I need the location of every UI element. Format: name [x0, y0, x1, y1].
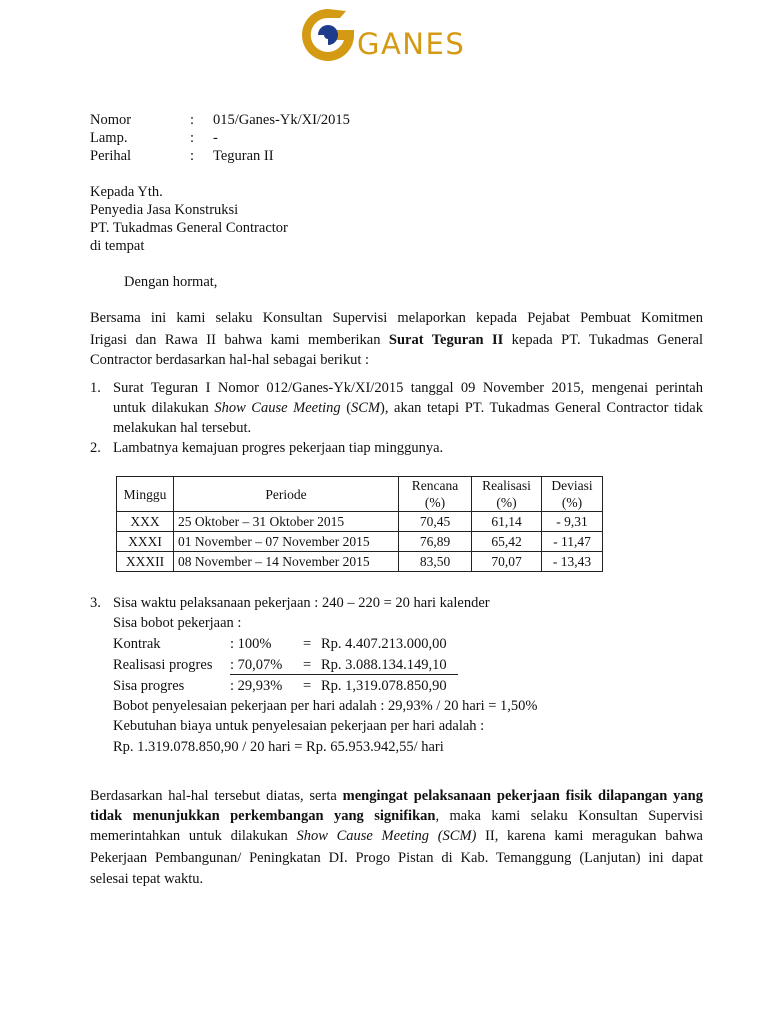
header-unit: (%) — [561, 495, 583, 510]
intro-text: kepada PT. Tukadmas General — [503, 332, 703, 348]
cell-realisasi: 70,07 — [472, 552, 542, 572]
closing-text: , maka kami selaku Konsultan Supervisi — [435, 808, 703, 824]
list-item-line: Sisa waktu pelaksanaan pekerjaan : 240 – 220 = 20 hari kalender — [113, 595, 490, 611]
list-text: untuk dilakukan — [113, 400, 215, 416]
list-number: 2. — [90, 440, 101, 456]
calc-percent: : 70,07% — [230, 657, 283, 673]
intro-bold-text: Surat Teguran II — [388, 332, 504, 348]
header-separator: : — [190, 130, 195, 146]
calc-equals: = — [303, 657, 312, 673]
intro-line: Contractor berdasarkan hal-hal sebagai berikut : — [90, 352, 370, 368]
calc-percent: : 29,93% — [230, 678, 283, 694]
closing-text: Berdasarkan hal-hal tersebut diatas, serta — [90, 788, 343, 804]
list-italic-text: SCM — [351, 400, 381, 416]
header-label-perihal: Perihal — [90, 148, 132, 164]
list-number: 1. — [90, 380, 101, 396]
calc-amount: Rp. 1,319.078.850,90 — [321, 678, 447, 694]
calc-equals: = — [303, 678, 312, 694]
recipient-line: di tempat — [90, 238, 145, 254]
closing-line: selesai tepat waktu. — [90, 871, 204, 887]
cell-periode: 01 November – 07 November 2015 — [174, 532, 399, 552]
recipient-line: Kepada Yth. — [90, 184, 163, 200]
kebutuhan-line: Kebutuhan biaya untuk penyelesaian pekerjaan per hari adalah : — [113, 718, 485, 734]
cell-minggu: XXX — [117, 512, 174, 532]
calc-label: Kontrak — [113, 636, 161, 652]
table-header-row — [117, 477, 603, 512]
cell-rencana: 76,89 — [399, 532, 472, 552]
header-separator: : — [190, 148, 195, 164]
column-header-minggu: Minggu — [117, 477, 174, 512]
cell-realisasi: 61,14 — [472, 512, 542, 532]
column-header-realisasi — [472, 477, 542, 512]
closing-line — [90, 806, 703, 826]
header-text: Deviasi — [551, 478, 593, 493]
list-item-line: melakukan hal tersebut. — [113, 420, 252, 436]
header-value-perihal: Teguran II — [213, 148, 274, 164]
company-logo-text: GANES — [357, 27, 466, 61]
column-header-rencana — [399, 477, 472, 512]
ganes-logo-mark — [296, 5, 360, 65]
cell-periode: 08 November – 14 November 2015 — [174, 552, 399, 572]
header-label-lamp: Lamp. — [90, 130, 128, 146]
header-label-nomor: Nomor — [90, 112, 132, 128]
calc-label: Realisasi progres — [113, 657, 213, 673]
header-separator: : — [190, 112, 195, 128]
closing-line — [90, 826, 703, 846]
cell-periode: 25 Oktober – 31 Oktober 2015 — [174, 512, 399, 532]
header-text: Rencana — [411, 478, 459, 493]
calc-sum-line — [230, 674, 458, 675]
list-item-line: Sisa bobot pekerjaan : — [113, 615, 242, 631]
intro-line — [90, 330, 703, 350]
calc-equals: = — [303, 636, 312, 652]
calc-label: Sisa progres — [113, 678, 185, 694]
table-row — [117, 512, 603, 532]
header-value-lamp: - — [213, 130, 218, 146]
list-item-line: Surat Teguran I Nomor 012/Ganes-Yk/XI/2015 tanggal 09 November 2015, mengenai perintah — [113, 380, 703, 396]
closing-line — [90, 786, 703, 806]
calc-percent: : 100% — [230, 636, 272, 652]
list-item-line: Lambatnya kemajuan progres pekerjaan tiap minggunya. — [113, 440, 444, 456]
calc-amount: Rp. 3.088.134.149,10 — [321, 657, 447, 673]
calc-amount: Rp. 4.407.213.000,00 — [321, 636, 447, 652]
header-unit: (%) — [496, 495, 517, 510]
progress-table — [116, 476, 603, 572]
header-unit: (%) — [424, 495, 446, 510]
cell-rencana: 70,45 — [399, 512, 472, 532]
cell-rencana: 83,50 — [399, 552, 472, 572]
recipient-line: PT. Tukadmas General Contractor — [90, 220, 288, 236]
closing-text: II, karena kami meragukan bahwa — [476, 828, 703, 844]
cell-deviasi: - 11,47 — [542, 532, 603, 552]
table-row — [117, 532, 603, 552]
intro-text: Irigasi dan Rawa II bahwa kami memberikan — [90, 332, 389, 348]
closing-line: Pekerjaan Pembangunan/ Peningkatan DI. Progo Pistan di Kab. Temanggung (Lanjutan) ini dapat — [90, 850, 703, 866]
closing-text: memerintahkan untuk dilakukan — [90, 828, 297, 844]
cell-deviasi: - 9,31 — [542, 512, 603, 532]
list-text: ), akan tetapi PT. Tukadmas General Contractor tidak — [380, 400, 703, 416]
cell-deviasi: - 13,43 — [542, 552, 603, 572]
list-text: ( — [340, 400, 352, 416]
column-header-deviasi — [542, 477, 603, 512]
closing-bold-text: mengingat pelaksanaan pekerjaan fisik dilapangan yang — [342, 788, 703, 804]
list-item-line — [113, 398, 703, 418]
biaya-line: Rp. 1.319.078.850,90 / 20 hari = Rp. 65.953.942,55/ hari — [113, 739, 444, 755]
list-italic-text: Show Cause Meeting — [214, 400, 341, 416]
closing-bold-text: tidak menunjukkan perkembangan yang signifikan — [90, 808, 436, 824]
header-value-nomor: 015/Ganes-Yk/XI/2015 — [213, 112, 350, 128]
list-number: 3. — [90, 595, 101, 611]
cell-minggu: XXXI — [117, 532, 174, 552]
cell-minggu: XXXII — [117, 552, 174, 572]
closing-italic-text: Show Cause Meeting (SCM) — [296, 828, 477, 844]
header-text: Realisasi — [482, 478, 531, 493]
bobot-line: Bobot penyelesaian pekerjaan per hari adalah : 29,93% / 20 hari = 1,50% — [113, 698, 538, 714]
recipient-line: Penyedia Jasa Konstruksi — [90, 202, 239, 218]
table-row — [117, 552, 603, 572]
greeting: Dengan hormat, — [124, 274, 218, 290]
cell-realisasi: 65,42 — [472, 532, 542, 552]
intro-line: Bersama ini kami selaku Konsultan Supervisi melaporkan kepada Pejabat Pembuat Komitmen — [90, 310, 703, 326]
column-header-periode: Periode — [174, 477, 399, 512]
